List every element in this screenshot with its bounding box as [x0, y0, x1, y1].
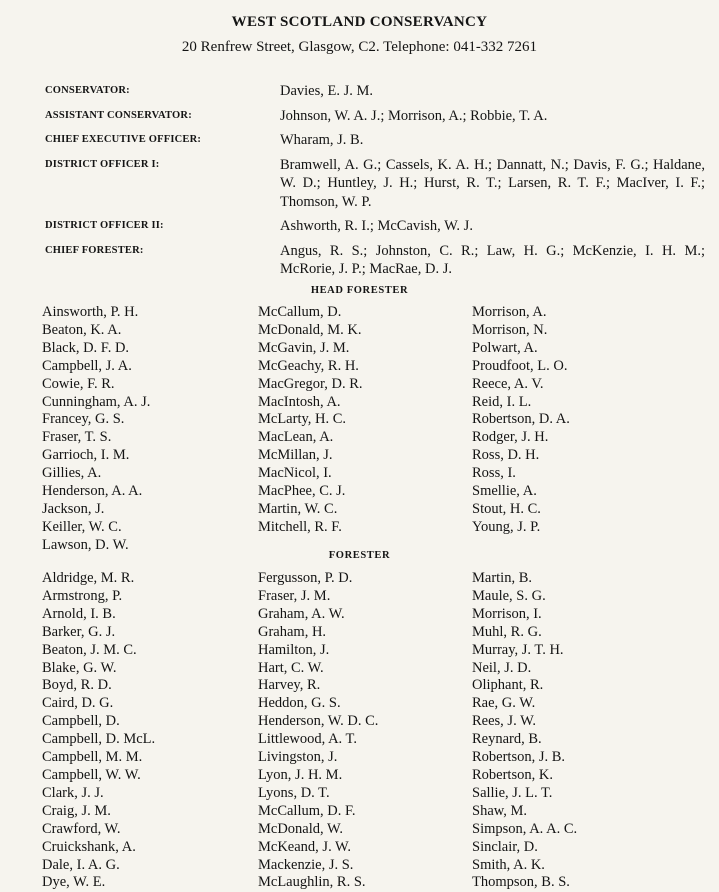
staff-role: CHIEF FORESTER: — [45, 244, 144, 256]
name-entry: Fergusson, P. D. — [258, 570, 353, 586]
head-forester-column-3 — [472, 304, 672, 555]
name-entry: Sinclair, D. — [472, 838, 538, 855]
name-entry: Henderson, W. D. C. — [258, 713, 379, 730]
staff-row — [45, 156, 705, 212]
name-entry: Cowie, F. R. — [42, 375, 115, 392]
forester-heading: FORESTER — [328, 550, 391, 561]
staff-row — [45, 242, 705, 279]
name-entry: Morrison, I. — [472, 605, 542, 622]
name-entry: Neil, J. D. — [472, 659, 532, 676]
name-entry: Clark, J. J. — [42, 784, 104, 801]
name-entry: Aldridge, M. R. — [42, 570, 135, 586]
name-entry: McLarty, H. C. — [258, 411, 347, 428]
name-entry: Black, D. F. D. — [42, 339, 130, 356]
name-entry: Rae, G. W. — [472, 695, 536, 712]
name-entry: Graham, H. — [258, 623, 327, 640]
name-entry: Cruickshank, A. — [42, 838, 136, 855]
name-entry: Garrioch, I. M. — [42, 447, 130, 464]
head-forester-columns — [42, 304, 682, 555]
name-entry: MacGregor, D. R. — [258, 375, 363, 392]
name-entry: Crawford, W. — [42, 820, 121, 837]
staff-names: Davies, E. J. M. — [280, 83, 374, 99]
name-entry: Campbell, J. A. — [42, 357, 132, 374]
name-entry: Hart, C. W. — [258, 659, 324, 676]
staff-row — [45, 82, 705, 101]
name-entry: Shaw, M. — [472, 802, 528, 819]
name-entry: Muhl, R. G. — [472, 623, 542, 640]
name-entry: Hamilton, J. — [258, 641, 330, 658]
name-entry: Campbell, D. — [42, 713, 120, 730]
name-entry: Robertson, K. — [472, 766, 553, 783]
name-entry: Morrison, N. — [472, 321, 548, 338]
name-entry: McLaughlin, R. S. — [258, 874, 366, 891]
name-entry: Dale, I. A. G. — [42, 856, 120, 873]
name-entry: Beaton, K. A. — [42, 321, 122, 338]
name-entry: Cunningham, A. J. — [42, 393, 151, 410]
name-entry: Beaton, J. M. C. — [42, 641, 137, 658]
name-entry: Campbell, M. M. — [42, 749, 143, 766]
name-entry: Simpson, A. A. C. — [472, 820, 578, 837]
name-entry: Rodger, J. H. — [472, 429, 549, 446]
name-entry: McKeand, J. W. — [258, 838, 352, 855]
staff-names: Ashworth, R. I.; McCavish, W. J. — [280, 218, 473, 234]
head-forester-column-1 — [42, 304, 258, 555]
name-entry: Campbell, W. W. — [42, 766, 141, 783]
forester-columns — [42, 570, 682, 892]
name-entry: Blake, G. W. — [42, 659, 117, 676]
name-entry: Thompson, B. S. — [472, 874, 570, 891]
name-entry: Ross, D. H. — [472, 447, 540, 464]
name-entry: Lyons, D. T. — [258, 784, 330, 801]
staff-row — [45, 217, 705, 236]
name-entry: McCallum, D. F. — [258, 802, 356, 819]
name-entry: Maule, S. G. — [472, 587, 546, 604]
forester-column-1 — [42, 570, 258, 892]
name-entry: Mitchell, R. F. — [258, 518, 342, 535]
name-entry: Livingston, J. — [258, 749, 338, 766]
name-entry: Campbell, D. McL. — [42, 731, 156, 748]
head-forester-column-2 — [258, 304, 472, 555]
name-entry: Oliphant, R. — [472, 677, 544, 694]
forester-column-2 — [258, 570, 472, 892]
name-entry: Reynard, B. — [472, 731, 542, 748]
name-entry: McGavin, J. M. — [258, 339, 350, 356]
name-entry: Lawson, D. W. — [42, 536, 129, 553]
name-entry: Barker, G. J. — [42, 623, 116, 640]
address-line: 20 Renfrew Street, Glasgow, C2. Telephone: 041-332 7261 — [181, 39, 538, 55]
name-entry: Craig, J. M. — [42, 802, 111, 819]
name-entry: Martin, B. — [472, 570, 533, 586]
name-entry: Martin, W. C. — [258, 500, 338, 517]
name-entry: Dye, W. E. — [42, 874, 106, 891]
name-entry: MacIntosh, A. — [258, 393, 341, 410]
name-entry: McGeachy, R. H. — [258, 357, 359, 374]
forester-column-3 — [472, 570, 672, 892]
staff-role: DISTRICT OFFICER II: — [45, 220, 164, 231]
name-entry: Fraser, J. M. — [258, 587, 331, 604]
name-entry: Stout, H. C. — [472, 500, 541, 517]
staff-role: DISTRICT OFFICER I: — [45, 158, 160, 170]
name-entry: Ainsworth, P. H. — [42, 304, 139, 320]
head-forester-heading: HEAD FORESTER — [310, 285, 409, 296]
name-entry: Murray, J. T. H. — [472, 641, 564, 658]
name-entry: Heddon, G. S. — [258, 695, 341, 712]
name-entry: Lyon, J. H. M. — [258, 766, 343, 783]
name-entry: MacPhee, C. J. — [258, 483, 346, 500]
name-entry: Fraser, T. S. — [42, 429, 112, 446]
name-entry: Mackenzie, J. S. — [258, 856, 354, 873]
staff-role: CONSERVATOR: — [45, 85, 130, 96]
page-title: WEST SCOTLAND CONSERVANCY — [231, 14, 488, 30]
staff-list — [45, 82, 705, 285]
name-entry: Reid, I. L. — [472, 393, 532, 410]
name-entry: MacNicol, I. — [258, 465, 332, 482]
name-entry: MacLean, A. — [258, 429, 334, 446]
name-entry: Harvey, R. — [258, 677, 321, 694]
name-entry: Henderson, A. A. — [42, 483, 143, 500]
name-entry: Littlewood, A. T. — [258, 731, 357, 748]
name-entry: Francey, G. S. — [42, 411, 125, 428]
name-entry: Ross, I. — [472, 465, 516, 482]
name-entry: Young, J. P. — [472, 518, 541, 535]
name-entry: Armstrong, P. — [42, 587, 123, 604]
staff-names: Angus, R. S.; Johnston, C. R.; Law, H. G.; McKenzie, I. H. M.; McRorie, J. P.; MacRae, D. J. — [280, 242, 705, 277]
staff-names: Johnson, W. A. J.; Morrison, A.; Robbie, T. A. — [280, 107, 548, 124]
name-entry: McMillan, J. — [258, 447, 333, 464]
name-entry: Smith, A. K. — [472, 856, 545, 873]
name-entry: Rees, J. W. — [472, 713, 537, 730]
staff-names: Bramwell, A. G.; Cassels, K. A. H.; Dannatt, N.; Davis, F. G.; Haldane, W. D.; Huntley, J. H.; Hurst, R. T.; Larsen, R. T. F.; MacIver, I. F.; Thomson, W. P. — [280, 156, 705, 210]
staff-row — [45, 107, 705, 126]
name-entry: McDonald, W. — [258, 820, 343, 837]
staff-row — [45, 131, 705, 150]
name-entry: Gillies, A. — [42, 465, 102, 482]
staff-role: CHIEF EXECUTIVE OFFICER: — [45, 134, 202, 145]
name-entry: Robertson, D. A. — [472, 411, 570, 428]
name-entry: Arnold, I. B. — [42, 605, 116, 622]
name-entry: Robertson, J. B. — [472, 749, 566, 766]
name-entry: Jackson, J. — [42, 500, 105, 517]
name-entry: Morrison, A. — [472, 304, 547, 320]
name-entry: Proudfoot, L. O. — [472, 357, 568, 374]
staff-role: ASSISTANT CONSERVATOR: — [45, 109, 192, 121]
name-entry: Graham, A. W. — [258, 605, 345, 622]
name-entry: McDonald, M. K. — [258, 321, 362, 338]
name-entry: Reece, A. V. — [472, 375, 544, 392]
name-entry: McCallum, D. — [258, 304, 342, 320]
name-entry: Keiller, W. C. — [42, 518, 122, 535]
name-entry: Caird, D. G. — [42, 695, 114, 712]
staff-names: Wharam, J. B. — [280, 132, 364, 148]
name-entry: Boyd, R. D. — [42, 677, 112, 694]
name-entry: Polwart, A. — [472, 339, 538, 356]
name-entry: Smellie, A. — [472, 483, 537, 500]
name-entry: Sallie, J. L. T. — [472, 784, 553, 801]
